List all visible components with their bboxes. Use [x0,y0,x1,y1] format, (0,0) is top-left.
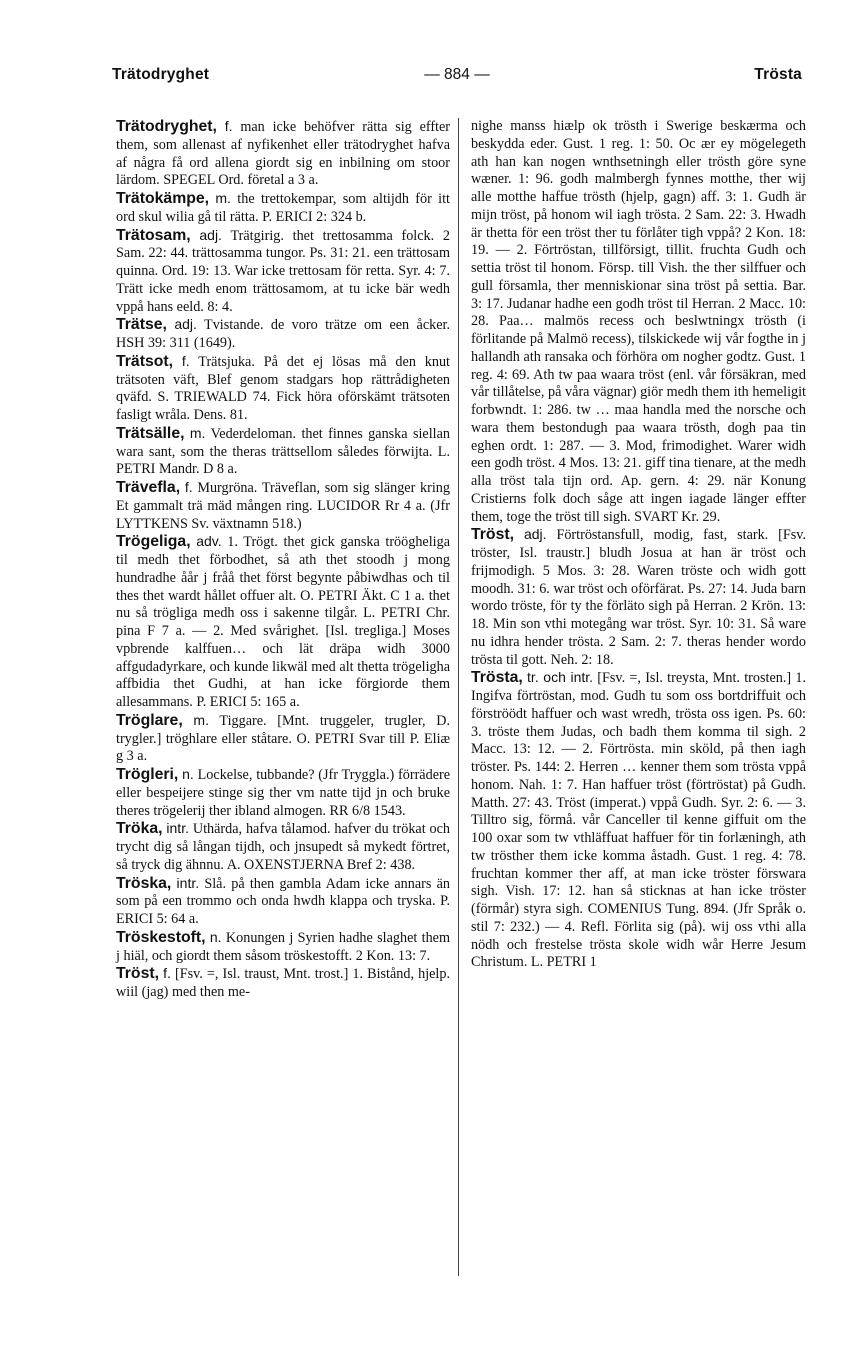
dictionary-entry [116,425,450,479]
headword: Trögeliga, [116,533,191,551]
right-column [471,118,806,972]
grammar-label: m. [215,190,231,206]
entry-text: Förtröstansfull, modig, fast, stark. [Fsv. tröster, Isl. traustr.] bludh Josua at han är tröst och frijmodigh. 5 Mos. 3: 28. Waren tröste och widh gott moodh. 31: 6. war tröst och oförfärat. Ps. 27: 14. Juda barn wordo tröste, för ty the förläto sigh på Herran. 2 Krön. 13: 18. Min son vthi motegång war tröst. Syr. 10: 31. Så ware nu idhra hender trösta. 2 Sam. 2: 7. theras hender wordo trösta til gott. Neh. 2: 18. [471,527,807,668]
left-column [116,118,450,1002]
entry-text: the trettokempar, som altijdh för itt ord skul wilia gå til rätta. P. ERICI 2: 324 b. [116,191,450,225]
dictionary-entry [471,526,806,669]
headword: Tröst, [471,526,515,544]
headword: Tröska, [116,874,172,892]
grammar-label: tr. och intr. [527,669,594,686]
dictionary-entry [116,118,450,190]
entry-text: man icke behöfver rätta sig effter them, som allenast af nyfikenhet eller trätodryghet hafva af några få ord allena giordt sig en inbilning om stoor lärdom. SPEGEL Ord. företal a 3 a. [116,119,451,189]
dictionary-entry [116,712,450,766]
headword: Trävefla, [116,479,181,496]
headword: Trösta, [471,669,523,687]
grammar-label: n. [182,766,194,782]
running-head-right: Trösta [754,66,802,83]
headword: Trätsot, [116,352,174,370]
page-header [112,66,802,90]
dictionary-entry-continued [471,118,806,526]
headword: Tröka, [116,820,163,838]
entry-text: Konungen j Syrien hadhe slaghet them j hiäl, och giordt them såsom tröskestofft. 2 Kon. 13: 7. [116,929,451,964]
grammar-label: m. [193,711,209,728]
grammar-label: m. [189,424,206,441]
dictionary-entry [116,766,450,820]
dictionary-entry [116,353,450,425]
grammar-label: f. [181,352,190,369]
entry-text: Trätgirig. thet trettosamma folck. 2 Sam. 22: 44. trättosamma tungor. Ps. 31: 21. een trättosam quinna. Ord. 19: 13. War icke trettosam för retta. Syr. 4: 7. Trätt icke medh enom trättosamom, at tu icke bär wedh vppå hans eeld. 8: 4. [116,227,451,315]
headword: Trätosam, [116,226,191,244]
entry-text: [Fsv. =, Isl. treysta, Mnt. trosten.] 1. Ingifva förtröstan, mod. Gudh tu som oss bortdriffuit och förströödt haffuer och wast wredh, trösta oss igen. Ps. 60: 3. tröste them Judas, och badh them komma til sigh. 2 Macc. 13: 12. — 2. Förtrösta. min sköld, på then iagh tröster. Ps. 144: 2. Herren … kenner them som trösta vppå honom. Nah. 1: 7. Han haffuer tröst (förtröstat) på Gudh. Matth. 27: 43. Tröst (imperat.) vppå Gudh. Syr. 2: 6. — 3. Tilltro sig, förmå. vår Canceller til kenne giffuit om the 100 oxar som tw vthläffuat haffuer för tin forlæningh, ath tw trösther them icke komma åstadh. Gust. 1 reg. 4: 78. fruchtan kommer ther aff, at man icke tröster förswara sigh. Vish. 17: 12. han så sticknas at han icke tröster (förmår) styra sigh. COMENIUS Tung. 894. (Jfr Språk o. stil 7: 232.) — 4. Refl. Förlita sig (på). wij oss vthi alla nödh och frestelse trösta skole widh wår Herre Jesum Christum. L. PETRI 1 [471,670,807,971]
entry-text: Lockelse, tubbande? (Jfr Tryggla.) förrädere eller bespeijere stinge sig ther vm natte tijd jn och bruke theres trögelerij ther ibland almogen. RR 6/8 1543. [116,767,451,819]
grammar-label: intr. [166,820,189,837]
entry-text: Tiggare. [Mnt. truggeler, trugler, D. trygler.] tröghlare eller ståtare. O. PETRI Svar till P. Eliæ g 3 a. [116,712,451,765]
dictionary-entry [116,965,450,1002]
headword: Trögleri, [116,766,179,783]
grammar-label: f. [224,118,233,134]
entry-text: Tvistande. de voro trätze om een åcker. HSH 39: 311 (1649). [116,317,450,351]
running-head-left: Trätodryghet [112,66,210,83]
entry-text: 1. Trögt. thet gick ganska tröögheliga til medh thet förbodhet, så ath thet stoodh j mong hundradhe åår j fråå thet först begynte påbiwdhas och til thes thet wardt hållet offuer alt. O. PETRI Äkt. C 1 a. thet nu så trögliga medh oss i sakenne tilgår. L. PETRI Chr. pina F 7 a. — 2. Med svårighet. [Isl. tregliga.] Moses vpbrende kalffuen… och lät dräpa widh 3000 affgudadyrkare, och kunde likwäl med alt thetta trögeligha affbidia thet Gudhi, at han icke förgiorde them allesammans. P. ERICI 5: 165 a. [116,534,450,710]
dictionary-entry [116,533,450,712]
dictionary-entry [471,669,806,972]
headword: Trätokämpe, [116,190,210,207]
grammar-label: adv. [196,533,222,550]
page-number: — 884 — [424,66,490,83]
grammar-label: intr. [176,874,200,891]
grammar-label: f. [184,479,193,495]
headword: Trätsälle, [116,424,185,442]
headword: Trätodryghet, [116,118,217,135]
headword: Trätse, [116,316,167,334]
grammar-label: f. [163,965,171,982]
headword: Tröglare, [116,711,183,729]
entry-text: Slå. på then gambla Adam icke annars än som på een trommo och onda hwdh klappa och tryska. P. ERICI 5: 64 a. [116,875,451,927]
entry-text: nighe manss hiælp ok trösth i Swerige beskærma och beskydda eder. Gust. 1 reg. 1: 50. Oc ær ey mögelegeth ath han kan nogen wnthsetningh eller trösth göre syne wæner. 1: 96. godh malmbergh fynnes motthe, ther wij alle motthe haffue trösth (hjelp, gagn) aff. 3: 1. Gudh är mijn tröst, på honom wil iagh trösta. 2 Sam. 22: 3. Hwadh är thetta för een tröst ther tu förlåter tigh vppå? 2 Kon. 18: 19. — 2. Förtröstan, tillförsigt, tillit. fruchta Gudh och settia tröst til honom. Försp. till Vish. the ther silffuer och gull församla, ther menniskionar sina tröst på settia. Bar. 3: 17. Judanar hadhe een godh tröst til Herran. 2 Macc. 10: 28. Paa… malmös recess och beslwtningx trösth (i förlitande på Malmö recess), tilskickede wij vår fogthe in j hallandh ath ransaka och förhöra om nogher godtz. Gust. 1 reg. 4: 69. Ath tw paa waara tröst (enl. vår försäkran, med vår tillåtelse, på våra vägnar) giör medh them ith hemeligit forbwndt. 1: 286. tw … maa handla med the norsche och wara them bestondugh paa waara trösth, dogh paa tin eghen ordt. 1: 287. — 3. Mod, frimodighet. Warer widh een godh tröst. 4 Mos. 13: 21. giff tina tienare, at the medh alla tröst tala tijn ord. Ap. gern. 4: 29. när Konung Cristierns folk doch såge att ingen iagade länger effter them, toge the tröst till sigh. SVART Kr. 29. [471,118,806,525]
dictionary-entry [116,820,450,874]
grammar-label: adj. [523,526,547,543]
grammar-label: adj. [199,226,222,243]
grammar-label: adj. [174,316,197,333]
dictionary-entry [116,929,450,966]
dictionary-entry [116,875,450,929]
headword: Tröskestoft, [116,928,206,946]
entry-text: Trätsjuka. På det ej lösas må den knut trätsoten väft, Blef genom stadgars hop rättrådigheten qväfd. S. TRIEWALD 74. Fick höra oförskämt trätsoten fasligt wråla. Dens. 81. [116,353,450,423]
dictionary-entry [116,479,450,533]
entry-text: Murgröna. Träveflan, som sig slänger kring Et gammalt trä mäd mången ring. LUCIDOR Rr 4 a. (Jfr LYTTKENS Sv. växtnamn 518.) [116,480,450,532]
grammar-label: n. [209,928,222,945]
dictionary-entry [116,227,450,317]
dictionary-entry [116,190,450,227]
entry-text: Vederdeloman. thet finnes ganska siellan wara sant, som the theras trättsellom således förwijta. L. PETRI Mandr. D 8 a. [116,425,450,478]
headword: Tröst, [116,965,160,983]
entry-text: [Fsv. =, Isl. traust, Mnt. trost.] 1. Bistånd, hjelp. wiil (jag) med then me- [116,966,451,1000]
entry-text: Uthärda, hafva tålamod. hafver du trökat och trycht dig så långan tijdh, och jnsupedt så mykedt förtret, så tryck dig ähnnu. A. OXENSTJERNA Bref 2: 438. [116,821,450,873]
column-divider [458,118,459,1276]
dictionary-entry [116,316,450,353]
